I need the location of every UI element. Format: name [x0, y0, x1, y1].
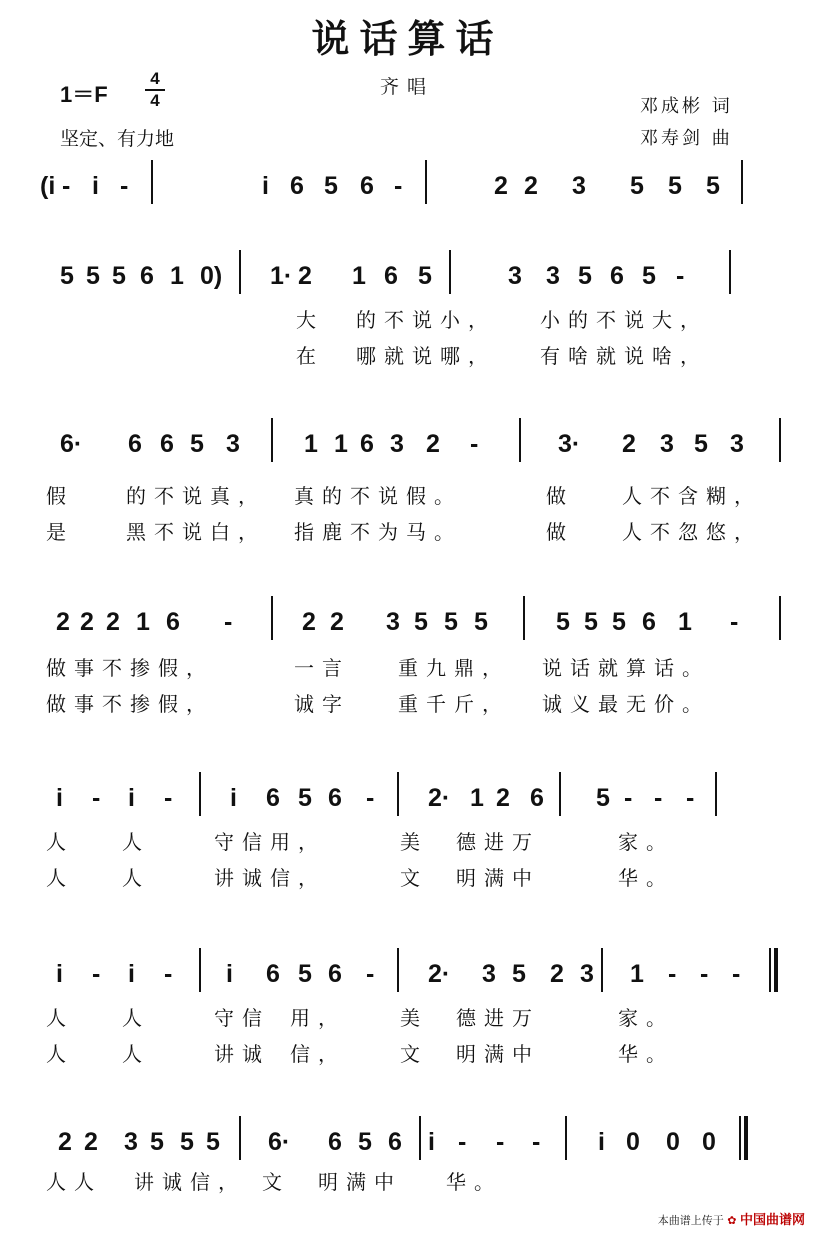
score-note: -	[164, 784, 173, 812]
score-note: 2	[622, 430, 636, 458]
score-note: 2	[56, 608, 70, 636]
lyric-phrase: 人人	[46, 1170, 102, 1194]
lyric-phrase: 守信用，	[214, 830, 326, 854]
score-note: (i	[40, 172, 56, 200]
key-signature: 1＝F	[60, 82, 108, 107]
score-note: i	[230, 784, 237, 812]
score-note: 6	[642, 608, 656, 636]
score-note: 5	[180, 1128, 194, 1156]
lyric-phrase: 用，	[290, 1006, 346, 1030]
score-note: 2	[298, 262, 312, 290]
score-note: -	[366, 784, 375, 812]
score-note: 3	[390, 430, 404, 458]
end-barline	[770, 948, 776, 992]
score-note: 2	[426, 430, 440, 458]
score-note: i	[128, 784, 135, 812]
score-note: 3	[508, 262, 522, 290]
lyric-phrase: 人	[46, 1006, 74, 1030]
score-note: -	[458, 1128, 467, 1156]
score-note: 6	[166, 608, 180, 636]
score-note: 2	[302, 608, 316, 636]
score-note: 5	[596, 784, 610, 812]
score-note: -	[700, 960, 709, 988]
score-note: -	[164, 960, 173, 988]
lyric-phrase: 明满中	[456, 866, 540, 890]
score-note: 5	[60, 262, 74, 290]
score-note: 2	[58, 1128, 72, 1156]
score-note: 3	[124, 1128, 138, 1156]
score-note: -	[532, 1128, 541, 1156]
tempo-marking: 坚定、有力地	[60, 128, 175, 150]
lyric-phrase: 诚义最无价。	[542, 692, 710, 716]
lyric-phrase: 德进万	[456, 830, 540, 854]
lyric-phrase: 真的不说假。	[294, 484, 462, 508]
score-note: 6	[128, 430, 142, 458]
performance-type: 齐唱	[380, 76, 435, 98]
score-note: 3	[226, 430, 240, 458]
score-note: -	[366, 960, 375, 988]
score-note: 0	[626, 1128, 640, 1156]
score-note: -	[394, 172, 403, 200]
score-note: 3	[572, 172, 586, 200]
meter-top: 4	[150, 69, 160, 88]
score-note: 6	[266, 784, 280, 812]
score-note: 1	[334, 430, 348, 458]
score-system-svg	[0, 1116, 815, 1196]
score-note: 6	[384, 262, 398, 290]
score-system-1	[0, 160, 815, 240]
lyric-phrase: 的不说真，	[126, 484, 266, 508]
lyric-phrase: 一言	[294, 656, 350, 680]
score-note: 5	[86, 262, 100, 290]
score-note: 0)	[200, 262, 223, 290]
lyric-phrase: 是	[46, 520, 74, 544]
score-note: i	[262, 172, 269, 200]
lyric-phrase: 诚字	[294, 692, 350, 716]
lyric-phrase: 小的不说大，	[540, 308, 708, 332]
score-note: 6	[290, 172, 304, 200]
score-note: 5	[298, 784, 312, 812]
lyric-phrase: 人不含糊，	[622, 484, 762, 508]
lyric-phrase: 做事不掺假，	[46, 656, 214, 680]
score-note: 3	[580, 960, 594, 988]
score-note: 5	[584, 608, 598, 636]
score-note: 5	[324, 172, 338, 200]
lyric-phrase: 美	[400, 1006, 428, 1030]
lyric-phrase: 大	[296, 308, 324, 332]
lyric-phrase: 文	[400, 1042, 428, 1066]
lyric-phrase: 讲诚信，	[214, 866, 326, 890]
lyric-phrase: 做	[546, 520, 574, 544]
score-note: 2	[524, 172, 538, 200]
score-note: 6	[328, 784, 342, 812]
score-note: 2	[496, 784, 510, 812]
lyric-phrase: 美	[400, 830, 428, 854]
score-note: 6	[266, 960, 280, 988]
lyric-phrase: 黑不说白，	[126, 520, 266, 544]
score-note: 2·	[428, 784, 451, 812]
lyric-phrase: 讲诚	[214, 1042, 270, 1066]
score-note: i	[226, 960, 233, 988]
score-note: i	[598, 1128, 605, 1156]
score-note: 6	[140, 262, 154, 290]
score-note: 2	[84, 1128, 98, 1156]
score-note: i	[128, 960, 135, 988]
lyric-phrase: 华。	[618, 1042, 674, 1066]
score-note: 5	[612, 608, 626, 636]
score-note: 2	[494, 172, 508, 200]
score-note: 5	[556, 608, 570, 636]
score-note: 5	[512, 960, 526, 988]
lyric-phrase: 家。	[618, 830, 674, 854]
score-note: -	[224, 608, 233, 636]
score-note: -	[624, 784, 633, 812]
score-note: 0	[702, 1128, 716, 1156]
lyric-phrase: 哪就说哪，	[356, 344, 496, 368]
lyric-phrase: 说话就算话。	[542, 656, 710, 680]
lyric-phrase: 文	[262, 1170, 290, 1194]
lyric-phrase: 人不忽悠，	[622, 520, 762, 544]
score-note: 5	[444, 608, 458, 636]
score-note: 6	[360, 430, 374, 458]
lyric-phrase: 人	[122, 830, 150, 854]
score-note: 5	[578, 262, 592, 290]
score-note: 6	[160, 430, 174, 458]
score-note: 5	[418, 262, 432, 290]
lyric-phrase: 做	[546, 484, 574, 508]
score-note: 2	[330, 608, 344, 636]
score-note: 5	[706, 172, 720, 200]
lyric-phrase: 重千斤，	[398, 692, 510, 716]
composer-credit: 邓寿剑 曲	[640, 128, 733, 149]
score-note: -	[120, 172, 129, 200]
score-note: -	[92, 960, 101, 988]
score-note: 6	[610, 262, 624, 290]
score-note: 3	[730, 430, 744, 458]
score-note: 6·	[60, 430, 83, 458]
lyric-phrase: 明满中	[456, 1042, 540, 1066]
score-note: 6	[328, 960, 342, 988]
score-note: 6	[360, 172, 374, 200]
score-note: 5	[694, 430, 708, 458]
lyric-phrase: 人	[46, 1042, 74, 1066]
score-note: 2·	[428, 960, 451, 988]
footer-logo-icon: ✿	[727, 1214, 737, 1227]
score-note: 1	[304, 430, 318, 458]
score-note: i	[92, 172, 99, 200]
lyric-phrase: 守信	[214, 1006, 270, 1030]
score-note: 1	[352, 262, 366, 290]
lyric-phrase: 家。	[618, 1006, 674, 1030]
score-system-svg	[0, 160, 815, 240]
score-note: -	[62, 172, 71, 200]
score-note: -	[496, 1128, 505, 1156]
lyric-phrase: 文	[400, 866, 428, 890]
song-title: 说话算话	[311, 16, 504, 61]
score-note: 1	[678, 608, 692, 636]
score-note: 6	[530, 784, 544, 812]
score-note: 3·	[558, 430, 581, 458]
score-note: 6	[388, 1128, 402, 1156]
score-note: 5	[358, 1128, 372, 1156]
score-note: -	[668, 960, 677, 988]
lyric-phrase: 人	[122, 1042, 150, 1066]
score-note: 5	[150, 1128, 164, 1156]
end-barline	[740, 1116, 746, 1160]
score-note: 5	[414, 608, 428, 636]
score-note: -	[732, 960, 741, 988]
score-note: 5	[630, 172, 644, 200]
score-note: 1	[470, 784, 484, 812]
score-note: 1	[630, 960, 644, 988]
score-note: i	[56, 960, 63, 988]
lyric-phrase: 做事不掺假，	[46, 692, 214, 716]
score-note: 5	[206, 1128, 220, 1156]
lyric-phrase: 人	[46, 866, 74, 890]
score-note: 5	[190, 430, 204, 458]
score-note: 5	[668, 172, 682, 200]
lyric-phrase: 人	[122, 866, 150, 890]
lyric-phrase: 讲诚信，	[134, 1170, 246, 1194]
score-note: -	[686, 784, 695, 812]
score-note: i	[428, 1128, 435, 1156]
score-note: 5	[474, 608, 488, 636]
footer-brand: 中国曲谱网	[739, 1213, 805, 1228]
lyric-phrase: 德进万	[456, 1006, 540, 1030]
lyric-phrase: 信，	[290, 1042, 346, 1066]
lyric-phrase: 假	[46, 484, 74, 508]
score-note: 2	[106, 608, 120, 636]
score-note: -	[654, 784, 663, 812]
lyric-phrase: 的不说小，	[356, 308, 496, 332]
score-note: 6·	[268, 1128, 291, 1156]
score-note: 3	[546, 262, 560, 290]
score-note: 5	[298, 960, 312, 988]
score-note: 3	[482, 960, 496, 988]
lyric-phrase: 指鹿不为马。	[294, 520, 462, 544]
score-note: -	[676, 262, 685, 290]
lyric-phrase: 有啥就说啥，	[540, 344, 708, 368]
score-note: 1·	[270, 262, 293, 290]
time-signature	[143, 70, 167, 110]
score-note: i	[56, 784, 63, 812]
lyric-phrase: 重九鼎，	[398, 656, 510, 680]
score-note: 3	[386, 608, 400, 636]
score-note: 6	[328, 1128, 342, 1156]
score-note: 2	[550, 960, 564, 988]
score-note: 5	[112, 262, 126, 290]
score-note: 2	[80, 608, 94, 636]
lyric-phrase: 人	[122, 1006, 150, 1030]
score-note: -	[730, 608, 739, 636]
lyric-phrase: 华。	[618, 866, 674, 890]
lyric-phrase: 明满中	[318, 1170, 402, 1194]
lyric-phrase: 人	[46, 830, 74, 854]
footer	[658, 1209, 805, 1228]
meter-bottom: 4	[150, 91, 160, 110]
score-note: 3	[660, 430, 674, 458]
lyricist-credit: 邓成彬 词	[640, 96, 733, 117]
lyric-phrase: 在	[296, 344, 324, 368]
score-note: 1	[170, 262, 184, 290]
score-note: 0	[666, 1128, 680, 1156]
score-note: -	[92, 784, 101, 812]
score-note: 1	[136, 608, 150, 636]
score-note: 5	[642, 262, 656, 290]
footer-text: 本曲谱上传于	[657, 1214, 724, 1227]
lyric-phrase: 华。	[446, 1170, 502, 1194]
score-note: -	[470, 430, 479, 458]
score-system-7	[0, 1116, 815, 1196]
